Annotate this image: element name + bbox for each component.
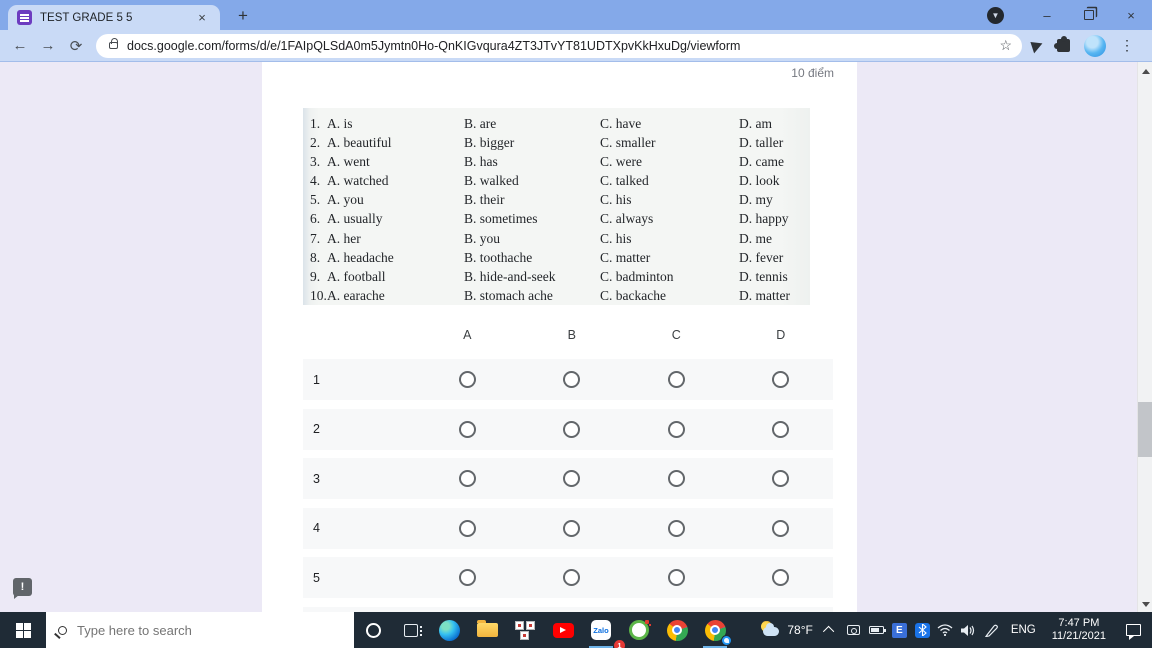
green-circle-app-icon xyxy=(629,620,649,640)
radio-5C[interactable] xyxy=(668,569,685,586)
notification-icon xyxy=(1126,624,1141,636)
maximize-button[interactable] xyxy=(1068,0,1110,30)
unikey-app-button[interactable] xyxy=(506,612,544,648)
browser-toolbar xyxy=(0,30,1152,62)
forward-button[interactable]: → xyxy=(40,37,56,54)
profile-avatar[interactable] xyxy=(1084,35,1106,57)
radio-4D[interactable] xyxy=(772,520,789,537)
chevron-up-icon xyxy=(823,626,834,637)
question-row: 10. A. earache B. stomach ache C. backache D. matter xyxy=(310,287,790,303)
zalo-app-button[interactable] xyxy=(582,612,620,648)
row-label: 1 xyxy=(313,372,320,387)
scroll-down-arrow[interactable] xyxy=(1142,602,1150,607)
bluetooth-icon xyxy=(915,623,930,638)
time-label: 7:47 PM xyxy=(1058,617,1100,629)
scrollbar-thumb[interactable] xyxy=(1138,402,1152,457)
new-tab-button[interactable]: + xyxy=(238,6,248,25)
grid-row-3 xyxy=(303,458,833,499)
screen-cast-tray-button[interactable] xyxy=(842,612,865,648)
question-row: 4. A. watched B. walked C. talked D. look xyxy=(310,173,780,189)
task-view-button[interactable] xyxy=(392,612,430,648)
action-center-button[interactable] xyxy=(1114,612,1152,648)
bookmark-star-icon[interactable]: ☆ xyxy=(999,37,1012,53)
scroll-up-arrow[interactable] xyxy=(1142,69,1150,74)
cortana-icon xyxy=(366,623,381,638)
form-card xyxy=(262,62,857,612)
reload-button[interactable]: ⟳ xyxy=(69,37,83,55)
profile-badge-icon xyxy=(721,635,732,646)
speaker-icon xyxy=(961,624,976,637)
row-label: 5 xyxy=(313,570,320,585)
question-row: 8. A. headache B. toothache C. matter D. fever xyxy=(310,249,784,265)
minimize-button[interactable]: – xyxy=(1043,7,1051,23)
radio-3A[interactable] xyxy=(459,470,476,487)
battery-tray-button[interactable] xyxy=(865,612,888,648)
url-text[interactable]: docs.google.com/forms/d/e/1FAIpQLSdA0m5Jymtn0Ho-QnKIGvqura4ZT3JTvYT81UDTXpvKkHxuDg/viewform xyxy=(127,38,741,53)
show-hidden-icons-button[interactable] xyxy=(819,612,842,648)
answer-grid xyxy=(303,359,833,612)
grid-col-D: D xyxy=(776,328,786,342)
zalo-icon: Zalo xyxy=(591,620,611,640)
grid-col-C: C xyxy=(671,328,681,342)
row-label: 2 xyxy=(313,422,320,436)
taskbar-clock[interactable] xyxy=(1044,617,1114,643)
radio-2A[interactable] xyxy=(459,421,476,438)
grid-col-A: A xyxy=(463,328,472,342)
window-controls xyxy=(987,0,1152,30)
row-label: 3 xyxy=(313,471,320,486)
lock-icon xyxy=(109,42,118,49)
radio-2B[interactable] xyxy=(563,421,580,438)
radio-5B[interactable] xyxy=(563,569,580,586)
grid-row-2 xyxy=(303,409,833,450)
radio-5A[interactable] xyxy=(459,569,476,586)
radio-4A[interactable] xyxy=(459,520,476,537)
radio-3D[interactable] xyxy=(772,470,789,487)
grid-row-1 xyxy=(303,359,833,400)
send-cursor-icon[interactable] xyxy=(1030,38,1044,53)
radio-1D[interactable] xyxy=(772,371,789,388)
task-view-icon xyxy=(404,624,418,637)
radio-1C[interactable] xyxy=(668,371,685,388)
unikey-icon xyxy=(515,620,536,640)
question-row: 7. A. her B. you C. his D. me xyxy=(310,230,772,246)
taskbar-search[interactable] xyxy=(46,612,354,648)
windows-taskbar xyxy=(0,612,1152,648)
radio-2D[interactable] xyxy=(772,421,789,438)
green-app-button[interactable] xyxy=(620,612,658,648)
radio-1A[interactable] xyxy=(459,371,476,388)
language-indicator[interactable]: ENG xyxy=(1010,624,1036,636)
points-label: 10 điểm xyxy=(791,66,834,80)
tab-title: TEST GRADE 5 5 xyxy=(40,11,133,24)
wifi-icon xyxy=(937,624,953,636)
search-input[interactable] xyxy=(77,623,317,638)
tab-strip xyxy=(0,0,1152,30)
grid-col-B: B xyxy=(567,328,576,342)
grid-row-5 xyxy=(303,557,833,598)
chrome-profile-app-button[interactable] xyxy=(696,612,734,648)
restore-icon xyxy=(1084,10,1094,20)
tab-close-icon[interactable]: × xyxy=(198,10,206,25)
bluetooth-tray-button[interactable] xyxy=(911,612,934,648)
report-abuse-button[interactable]: ! xyxy=(13,578,32,596)
folder-icon xyxy=(477,623,498,637)
radio-4C[interactable] xyxy=(668,520,685,537)
google-forms-favicon xyxy=(17,10,32,25)
extensions-puzzle-icon[interactable] xyxy=(1057,39,1070,52)
search-icon xyxy=(58,626,67,635)
back-button[interactable]: ← xyxy=(12,37,28,54)
edge-app-button[interactable] xyxy=(430,612,468,648)
chrome-icon xyxy=(667,620,688,641)
address-bar[interactable] xyxy=(96,34,1022,58)
radio-5D[interactable] xyxy=(772,569,789,586)
windows-logo-icon xyxy=(16,623,31,638)
question-row: 9. A. football B. hide-and-seek C. badminton D. tennis xyxy=(310,268,788,284)
question-row: 5. A. you B. their C. his D. my xyxy=(310,192,773,208)
youtube-app-button[interactable] xyxy=(544,612,582,648)
question-row: 1. A. is B. are C. have D. am xyxy=(310,116,772,131)
battery-icon xyxy=(869,626,884,634)
radio-4B[interactable] xyxy=(563,520,580,537)
weather-icon xyxy=(759,621,781,639)
close-button[interactable]: × xyxy=(1127,7,1135,23)
extension-area xyxy=(1032,35,1144,57)
weather-widget[interactable] xyxy=(753,612,818,648)
start-button[interactable] xyxy=(0,612,46,648)
chrome-app-button[interactable] xyxy=(658,612,696,648)
question-image xyxy=(303,108,810,305)
wifi-tray-button[interactable] xyxy=(934,612,957,648)
titlebar-circle-button[interactable]: ▼ xyxy=(987,7,1004,24)
youtube-icon xyxy=(553,623,574,638)
question-row: 6. A. usually B. sometimes C. always D. happy xyxy=(310,211,789,227)
system-tray xyxy=(753,612,1152,648)
grid-column-headers xyxy=(303,328,833,342)
file-explorer-button[interactable] xyxy=(468,612,506,648)
edge-icon xyxy=(439,620,460,641)
grid-row-4 xyxy=(303,508,833,549)
screen-icon xyxy=(847,625,860,635)
windows-ink-tray-button[interactable] xyxy=(980,612,1003,648)
row-label: 4 xyxy=(313,521,320,535)
page-scrollbar[interactable] xyxy=(1137,62,1152,612)
radio-3B[interactable] xyxy=(563,470,580,487)
radio-2C[interactable] xyxy=(668,421,685,438)
question-row: 3. A. went B. has C. were D. came xyxy=(310,154,784,170)
volume-tray-button[interactable] xyxy=(957,612,980,648)
cortana-button[interactable] xyxy=(354,612,392,648)
temperature-label: 78°F xyxy=(787,623,813,637)
radio-1B[interactable] xyxy=(563,371,580,388)
zalo-notification-badge: 1 xyxy=(614,640,625,648)
page-content xyxy=(0,62,1152,612)
browser-tab[interactable] xyxy=(8,5,220,30)
browser-menu-icon[interactable]: ⋮ xyxy=(1120,37,1134,53)
pen-icon xyxy=(985,624,998,637)
date-label: 11/21/2021 xyxy=(1051,630,1106,642)
radio-3C[interactable] xyxy=(668,470,685,487)
unikey-mode-button[interactable] xyxy=(888,612,911,648)
question-row: 2. A. beautiful B. bigger C. smaller D. taller xyxy=(310,135,784,151)
unikey-english-icon: E xyxy=(892,623,907,638)
